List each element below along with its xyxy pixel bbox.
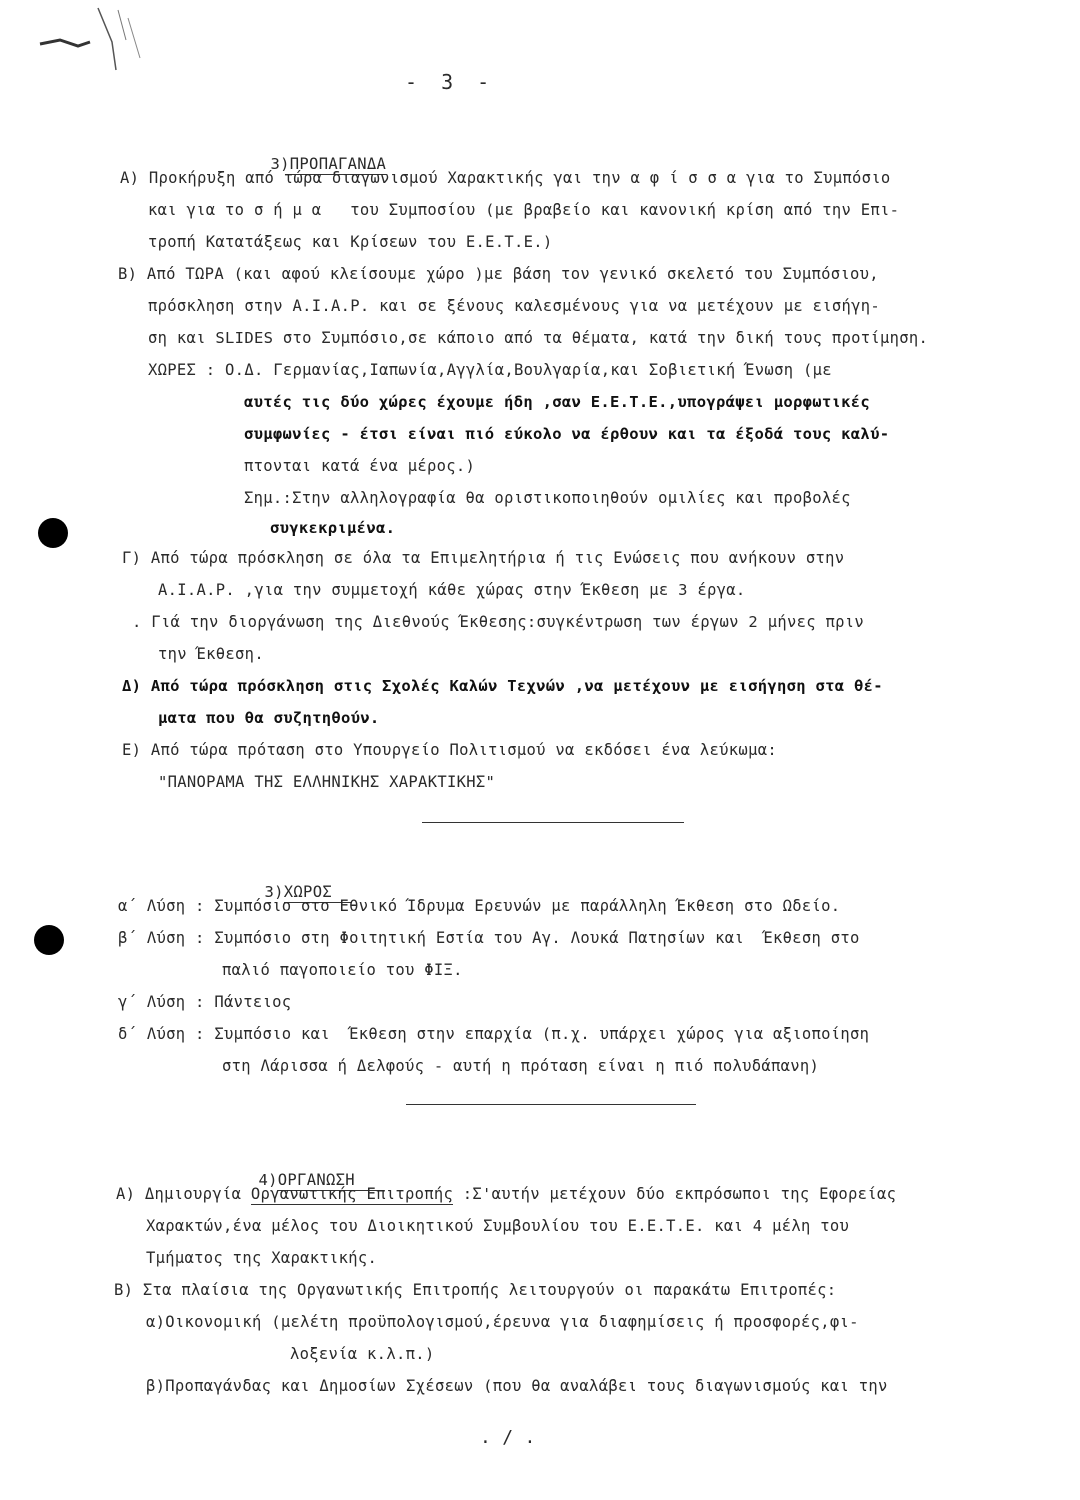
text-line: Σημ.:Στην αλληλογραφία θα οριστικοποιηθούν ομιλίες και προβολές xyxy=(244,489,851,507)
section-heading-propaganda: 3)ΠΡΟΠΑΓΑΝΔΑ xyxy=(270,155,387,173)
section-heading-organosi: 4)ΟΡΓΑΝΩΣΗ xyxy=(220,1150,379,1210)
section-heading-choros: 3)ΧΩΡΟΣ xyxy=(226,862,352,922)
text-line: ματα που θα συζητηθούν. xyxy=(158,709,380,727)
continuation-mark: . / . xyxy=(480,1427,536,1448)
text-line: και για το σ ή μ α του Συμποσίου (με βραβείο και κανονική κρίση από την Επι- xyxy=(148,201,900,219)
page-number: - 3 - xyxy=(405,70,496,94)
text-line: Ε) Από τώρα πρόταση στο Υπουργείο Πολιτισμού να εκδόσει ένα λεύκωμα: xyxy=(122,741,777,759)
text-line: Δ) Από τώρα πρόσκληση στις Σχολές Καλών Τεχνών ,να μετέχουν με εισήγηση στα θέ- xyxy=(122,677,883,695)
text-line: πρόσκληση στην Α.Ι.Α.Ρ. και σε ξένους καλεσμένους για να μετέχουν με εισήγη- xyxy=(148,297,881,315)
text-line: Γ) Από τώρα πρόσκληση σε όλα τα Επιμελητήρια ή τις Ενώσεις που ανήκουν στην xyxy=(122,549,845,567)
text-line: αυτές τις δύο χώρες έχουμε ήδη ,σαν Ε.Ε.Τ.Ε.,υπογράψει μορφωτικές xyxy=(244,393,871,411)
text-line: πτονται κατά ένα μέρος.) xyxy=(244,457,476,475)
punch-hole xyxy=(38,518,68,548)
organizing-committee-term: Οργανωτικής Επιτροπής xyxy=(250,1185,454,1203)
text-line: "ΠΑΝΟΡΑΜΑ ΤΗΣ ΕΛΛΗΝΙΚΗΣ ΧΑΡΑΚΤΙΚΗΣ" xyxy=(158,773,496,791)
text-line: παλιό παγοποιείο του ΦΙΞ. xyxy=(222,961,463,979)
section-divider xyxy=(422,822,684,823)
text-line: Α.Ι.Α.Ρ. ,για την συμμετοχή κάθε χώρας στην Έκθεση με 3 έργα. xyxy=(158,581,746,599)
text-line: την Έκθεση. xyxy=(158,645,264,663)
text-line: . Γιά την διοργάνωση της Διεθνούς Έκθεσης:συγκέντρωση των έργων 2 μήνες πριν xyxy=(132,613,865,631)
text-line: Β) Από ΤΩΡΑ (και αφού κλείσουμε χώρο )με βάση τον γενικό σκελετό του Συμπόσιου, xyxy=(118,265,879,283)
text-line: Τμήματος της Χαρακτικής. xyxy=(146,1249,378,1267)
text-line: ΧΩΡΕΣ : Ο.Δ. Γερμανίας,Ιαπωνία,Αγγλία,Βουλγαρία,και Σοβιετική Ένωση (με xyxy=(148,361,832,379)
text-line: συγκεκριμένα. xyxy=(270,519,396,537)
text-line: β΄ Λύση : Συμπόσιο στη Φοιτητική Εστία του Αγ. Λουκά Πατησίων και Έκθεση στο xyxy=(118,929,860,947)
punch-hole xyxy=(34,925,64,955)
text-line: Α) Προκήρυξη από τώρα διαγωνισμού Χαρακτικής γαι την α φ ί σ σ α για το Συμπόσιο xyxy=(120,169,891,187)
text-line: α΄ Λύση : Συμπόσιο στο Εθνικό Ίδρυμα Ερευνών με παράλληλη Έκθεση στο Ωδείο. xyxy=(118,897,841,915)
text-line: α)Οικονομική (μελέτη προϋπολογισμού,έρευνα για διαφημίσεις ή προσφορές,φι- xyxy=(146,1313,859,1331)
text-line: Χαρακτών,ένα μέλος του Διοικητικού Συμβουλίου του Ε.Ε.Τ.Ε. και 4 μέλη του xyxy=(146,1217,850,1235)
text-line: λοξενία κ.λ.π.) xyxy=(290,1345,435,1363)
text-line: β)Προπαγάνδας και Δημοσίων Σχέσεων (που θα αναλάβει τους διαγωνισμούς και την xyxy=(146,1377,888,1395)
text-line: συμφωνίες - έτσι είναι πιό εύκολο να έρθουν και τα έξοδά τους καλύ- xyxy=(244,425,890,443)
text-line: Α) Δημιουργία Οργανωτικής Επιτροπής :Σ'αυτήν μετέχουν δύο εκπρόσωποι της Εφορείας xyxy=(116,1185,897,1203)
section-divider xyxy=(406,1104,696,1105)
text-line: τροπή Κατατάξεως και Κρίσεων του Ε.Ε.Τ.Ε.) xyxy=(148,233,553,251)
text-line: Β) Στα πλαίσια της Οργανωτικής Επιτροπής λειτουργούν οι παρακάτω Επιτροπές: xyxy=(114,1281,837,1299)
text-line: ση και SLIDES στο Συμπόσιο,σε κάποιο από τα θέματα, κατά την δική τους προτίμηση. xyxy=(148,329,929,347)
text-line: στη Λάρισσα ή Δελφούς - αυτή η πρόταση είναι η πιό πολυδάπανη) xyxy=(222,1057,820,1075)
text-line: γ΄ Λύση : Πάντειος xyxy=(118,993,292,1011)
text-line: δ΄ Λύση : Συμπόσιο και Έκθεση στην επαρχία (π.χ. υπάρχει χώρος για αξιοποίηση xyxy=(118,1025,870,1043)
